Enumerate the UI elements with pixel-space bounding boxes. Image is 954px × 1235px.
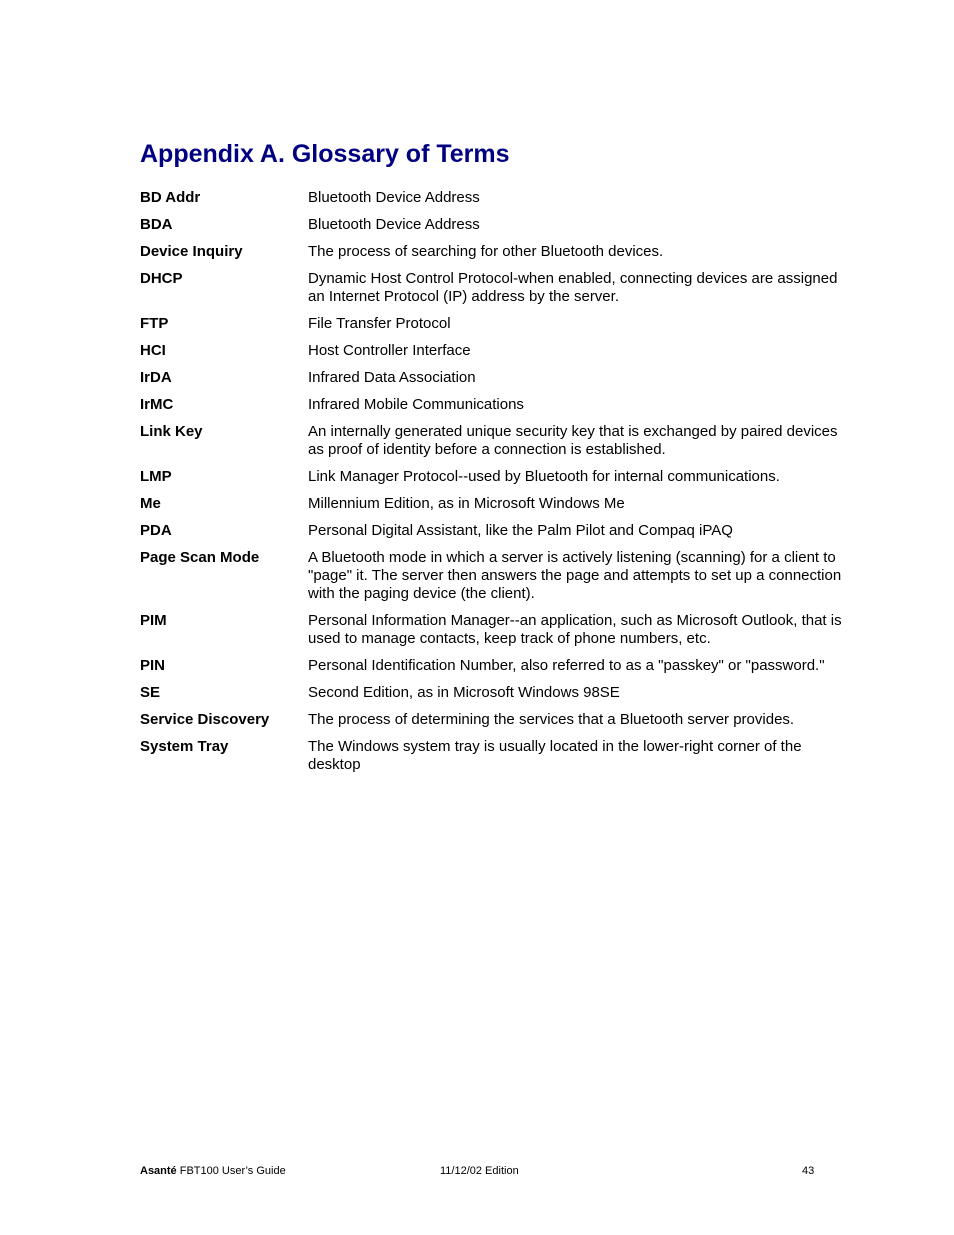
glossary-term: DHCP: [140, 270, 183, 287]
glossary-entry: [140, 495, 850, 513]
glossary-definition: The process of searching for other Bluetooth devices.: [308, 243, 664, 260]
footer-page-number: 43: [802, 1165, 815, 1177]
glossary-term: Me: [140, 495, 161, 512]
glossary-definition: Infrared Data Association: [308, 369, 476, 386]
glossary-entry: [140, 684, 850, 702]
glossary-entry: [140, 549, 850, 603]
glossary-term: IrDA: [140, 369, 172, 386]
glossary-definition: An internally generated unique security key that is exchanged by paired devices as proof of identity before a connection is established.: [308, 423, 838, 458]
glossary-term: HCI: [140, 342, 166, 359]
glossary-entry: [140, 468, 850, 486]
glossary-term: Service Discovery: [140, 711, 270, 728]
glossary-entry: [140, 612, 850, 648]
footer-guide-name: FBT100 User’s Guide: [176, 1165, 286, 1177]
glossary-term: LMP: [140, 468, 172, 485]
glossary-definition: The Windows system tray is usually located in the lower-right corner of the desktop: [308, 738, 802, 773]
glossary-entry: [140, 270, 850, 306]
page-title: Appendix A. Glossary of Terms: [140, 140, 510, 168]
glossary-definition: Host Controller Interface: [308, 342, 471, 359]
footer-edition: 11/12/02 Edition: [440, 1165, 519, 1177]
footer-guide-title: [140, 1164, 286, 1178]
glossary-entry: [140, 315, 850, 333]
glossary-term: BDA: [140, 216, 173, 233]
glossary-entry: [140, 711, 850, 729]
glossary-entry: [140, 243, 850, 261]
glossary-definition: Second Edition, as in Microsoft Windows 98SE: [308, 684, 620, 701]
glossary-entry: [140, 423, 850, 459]
glossary-term: IrMC: [140, 396, 174, 413]
glossary-entry: [140, 216, 850, 234]
glossary-entry: [140, 522, 850, 540]
glossary-entry: [140, 738, 850, 774]
glossary-definition: Personal Digital Assistant, like the Palm Pilot and Compaq iPAQ: [308, 522, 733, 539]
glossary-term: Link Key: [140, 423, 203, 440]
glossary-term: PIN: [140, 657, 166, 674]
glossary-definition: Infrared Mobile Communications: [308, 396, 524, 413]
glossary-definition: Link Manager Protocol--used by Bluetooth for internal communications.: [308, 468, 780, 485]
glossary-definition: Personal Information Manager--an application, such as Microsoft Outlook, that is used to manage contacts, keep track of phone numbers, etc.: [308, 612, 842, 647]
glossary-definition: Dynamic Host Control Protocol-when enabled, connecting devices are assigned an Internet Protocol (IP) address by the server.: [308, 270, 838, 305]
glossary-entry: [140, 369, 850, 387]
glossary-definition: A Bluetooth mode in which a server is actively listening (scanning) for a client to "page" it. The server then answers the page and attempts to set up a connection with the paging device (the client).: [308, 549, 842, 602]
glossary-definition: The process of determining the services that a Bluetooth server provides.: [308, 711, 795, 728]
glossary-entry: [140, 396, 850, 414]
glossary-definition: File Transfer Protocol: [308, 315, 451, 332]
glossary-entry: [140, 657, 850, 675]
glossary-term: PIM: [140, 612, 167, 629]
footer-brand: Asanté: [140, 1165, 177, 1177]
glossary-term: BD Addr: [140, 189, 201, 206]
glossary-definition: Bluetooth Device Address: [308, 189, 480, 206]
glossary-term: Device Inquiry: [140, 243, 243, 260]
glossary-term: PDA: [140, 522, 172, 539]
glossary-term: Page Scan Mode: [140, 549, 260, 566]
glossary-term: SE: [140, 684, 161, 701]
glossary-entry: [140, 189, 850, 207]
glossary-entry: [140, 342, 850, 360]
glossary-term: FTP: [140, 315, 169, 332]
glossary-definition: Personal Identification Number, also referred to as a "passkey" or "password.": [308, 657, 825, 674]
glossary-definition: Bluetooth Device Address: [308, 216, 480, 233]
glossary-term: System Tray: [140, 738, 229, 755]
glossary-definition: Millennium Edition, as in Microsoft Windows Me: [308, 495, 625, 512]
glossary-list: [140, 189, 850, 783]
